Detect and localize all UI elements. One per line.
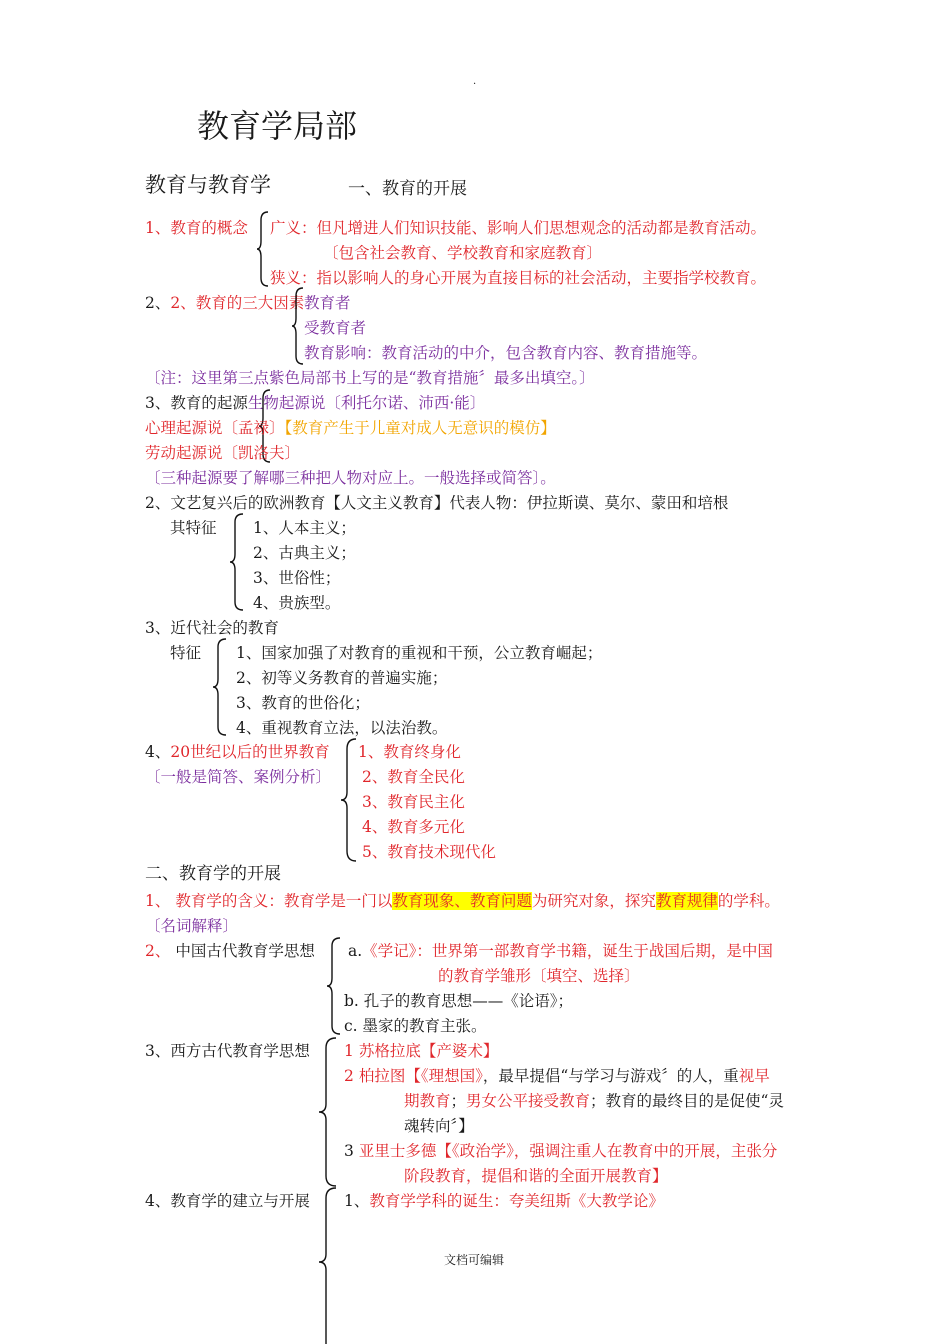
top-mark: . xyxy=(473,76,477,87)
section-title: 教育与教育学 xyxy=(145,173,271,197)
west-plato-1 xyxy=(344,1066,770,1086)
west-p2-black: ； xyxy=(450,1092,467,1110)
brace-factors xyxy=(291,286,305,366)
c20-label-text: 20世纪以后的世界教育 xyxy=(170,743,330,761)
west-p2-black2: ；教育的最终目的是促使“灵 xyxy=(590,1092,784,1110)
china-item-c: c. 墨家的教育主张。 xyxy=(344,1017,487,1035)
brace-c20 xyxy=(340,737,358,863)
establish-item1-num: 1、 xyxy=(344,1192,370,1210)
origin-label: 3、教育的起源 xyxy=(145,394,248,412)
c20-note: 〔一般是简答、案例分析〕 xyxy=(145,768,332,786)
factors-label-text: 2、教育的三大因素 xyxy=(170,294,305,312)
c20-item-2: 2、教育全民化 xyxy=(362,768,465,786)
china-a-text: 《学记》：世界第一部教育学书籍，诞生于战国后期，是中国 xyxy=(362,942,773,960)
pedagogy-highlight-2: 教育规律 xyxy=(655,892,718,910)
renaissance-item-3: 3、世俗性； xyxy=(253,569,341,587)
west-aristotle-1 xyxy=(344,1141,777,1161)
factor-3: 教育影响：教育活动的中介，包含教育内容、教育措施等。 xyxy=(304,344,708,362)
west-a1: 亚里士多德【《政治学》，强调注重人在教育中的开展，主张分 xyxy=(358,1142,778,1160)
concept-label: 1、教育的概念 xyxy=(145,219,248,237)
brace-concept xyxy=(256,210,270,288)
west-s-num: 1 xyxy=(344,1042,354,1060)
west-socrates xyxy=(344,1041,498,1061)
renaissance-item-1: 1、人本主义； xyxy=(253,519,356,537)
pedagogy-b: 为研究对象，探究 xyxy=(531,892,656,910)
c20-item-5: 5、教育技术现代化 xyxy=(362,843,496,861)
origin-bio xyxy=(145,393,485,413)
modern-label: 特征 xyxy=(170,644,202,662)
c20-item-4: 4、教育多元化 xyxy=(362,818,465,836)
china-a-prefix: a. xyxy=(348,942,363,960)
west-p2-red2: 男女公平接受教育 xyxy=(466,1092,591,1110)
factor-1: 教育者 xyxy=(304,294,351,312)
pedagogy-a: 教育学的含义：教育学是一门以 xyxy=(175,892,393,910)
modern-item-1: 1、国家加强了对教育的重视和干预，公立教育崛起； xyxy=(236,644,603,662)
west-p1-black: ，最早提倡“与学习与游戏〞的人，重 xyxy=(482,1067,739,1085)
concept-broad: 广义：但凡增进人们知识技能、影响人们思想观念的活动都是教育活动。 xyxy=(270,219,767,237)
modern-item-3: 3、教育的世俗化； xyxy=(236,694,370,712)
origin-note: 〔三种起源要了解哪三种把人物对应上。一般选择或简答〕。 xyxy=(145,469,556,487)
origin-psych xyxy=(145,418,556,438)
china-label-text: 中国古代教育学思想 xyxy=(175,942,315,960)
establish-item1-text: 教育学学科的诞生：夸美纽斯《大教学论》 xyxy=(369,1192,664,1210)
west-a-num: 3 xyxy=(344,1142,354,1160)
pedagogy-num: 1、 xyxy=(145,892,171,910)
brace-china xyxy=(326,936,342,1036)
c20-item-3: 3、教育民主化 xyxy=(362,793,465,811)
concept-narrow: 狭义：指以影响人的身心开展为直接目标的社会活动，主要指学校教育。 xyxy=(270,269,767,287)
brace-modern xyxy=(212,637,228,737)
china-item-b: b. 孔子的教育思想——《论语》； xyxy=(344,992,574,1010)
modern-item-2: 2、初等义务教育的普遍实施； xyxy=(236,669,448,687)
origin-psych-text: 心理起源说〔孟禄〕 xyxy=(145,419,285,437)
west-p1-red2: 视早 xyxy=(738,1067,770,1085)
establish-item-1 xyxy=(344,1191,664,1211)
china-num: 2、 xyxy=(145,942,171,960)
pedagogy-highlight-1: 教育现象、教育问题 xyxy=(392,892,532,910)
subsection-heading-2: 二、教育学的开展 xyxy=(145,864,281,884)
west-p-num: 2 xyxy=(344,1067,354,1085)
brace-establish xyxy=(318,1186,338,1344)
west-plato-2 xyxy=(404,1091,784,1111)
concept-broad-note: 〔包含社会教育、学校教育和家庭教育〕 xyxy=(323,244,603,262)
renaissance-item-4: 4、贵族型。 xyxy=(253,594,341,612)
brace-west xyxy=(318,1036,338,1188)
c20-label xyxy=(145,742,330,762)
factors-label: 2、2、教育的三大因素 xyxy=(145,294,305,312)
west-p1-red: 柏拉图【《理想国》 xyxy=(358,1067,483,1085)
modern-title: 3、近代社会的教育 xyxy=(145,619,279,637)
origin-labor: 劳动起源说〔凯洛夫〕 xyxy=(145,444,301,462)
west-label: 3、西方古代教育学思想 xyxy=(145,1042,310,1060)
factors-note: 〔注：这里第三点紫色局部书上写的是“教育措施〞最多出填空。〕 xyxy=(145,369,595,387)
footer-text: 文档可编辑 xyxy=(444,1253,505,1267)
china-item-a-cont: 的教育学雏形〔填空、选择〕 xyxy=(438,967,640,985)
brace-renaissance xyxy=(229,512,245,612)
pedagogy-c: 的学科。 xyxy=(717,892,780,910)
c20-item-1: 1、教育终身化 xyxy=(358,743,461,761)
china-label xyxy=(145,941,315,961)
c20-prefix: 4、 xyxy=(145,743,171,761)
page-title: 教育学局部 xyxy=(197,107,358,145)
west-s-text: 苏格拉底【产婆术】 xyxy=(358,1042,499,1060)
west-aristotle-2: 阶段教育，提倡和谐的全面开展教育】 xyxy=(404,1167,668,1185)
modern-item-4: 4、重视教育立法，以法治教。 xyxy=(236,719,448,737)
renaissance-item-2: 2、古典主义； xyxy=(253,544,356,562)
origin-psych-detail: 【教育产生于儿童对成人无意识的模仿】 xyxy=(284,419,556,437)
factor-2: 受教育者 xyxy=(304,319,367,337)
pedagogy-definition xyxy=(145,891,780,911)
renaissance-label: 其特征 xyxy=(170,519,217,537)
west-plato-3: 魂转向〞】 xyxy=(404,1117,474,1135)
origin-bio-text: 生物起源说〔利托尔诺、沛西·能〕 xyxy=(247,394,486,412)
west-p2-red: 期教育 xyxy=(404,1092,451,1110)
china-item-a xyxy=(348,941,773,961)
pedagogy-note: 〔名词解释〕 xyxy=(145,917,239,935)
renaissance-line: 2、文艺复兴后的欧洲教育【人文主义教育】代表人物：伊拉斯谟、莫尔、蒙田和培根 xyxy=(145,494,729,512)
subsection-heading-1: 一、教育的开展 xyxy=(348,179,467,199)
establish-label: 4、教育学的建立与开展 xyxy=(145,1192,310,1210)
